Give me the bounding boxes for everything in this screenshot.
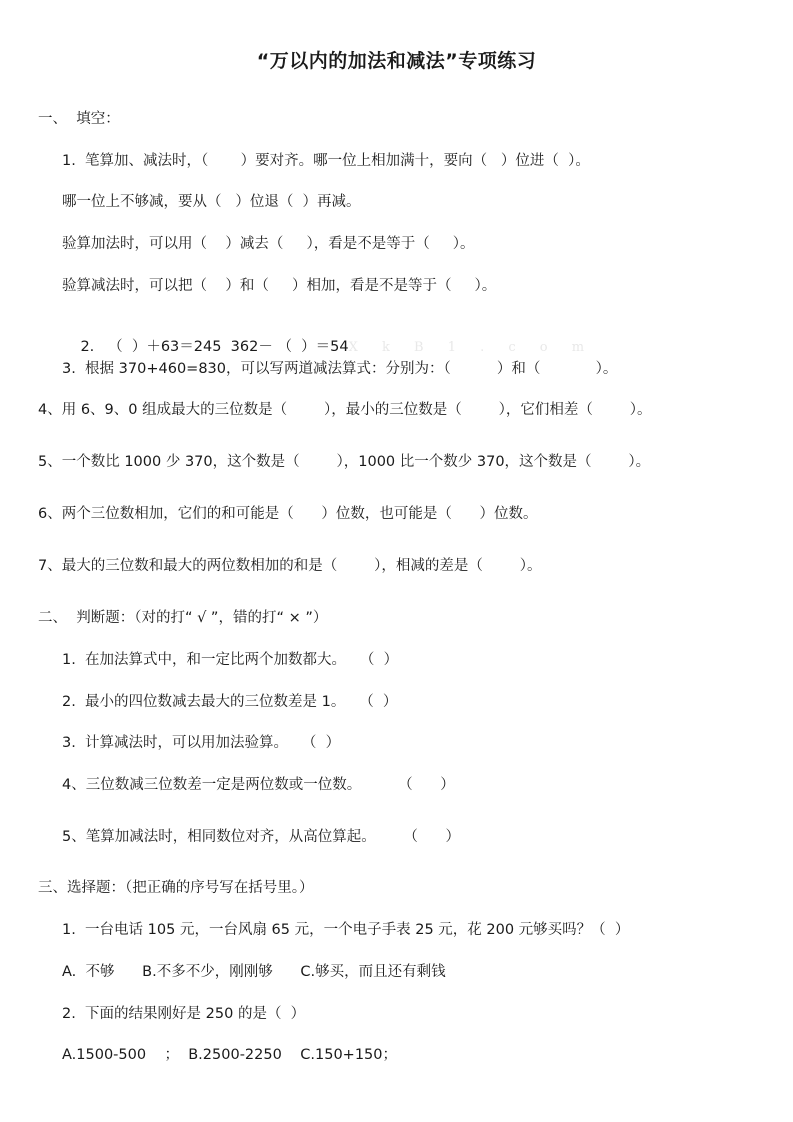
tf-item-2: 2. 最小的四位数减去最大的三位数差是 1。 （ ） <box>62 694 398 710</box>
fill-q6: 6、两个三位数相加，它们的和可能是（ ）位数，也可能是（ ）位数。 <box>38 506 538 522</box>
choice-q2-options: A.1500-500 ； B.2500-2250 C.150+150； <box>62 1047 398 1063</box>
fill-q1-line1: 1. 笔算加、减法时，（ ）要对齐。哪一位上相加满十，要向（ ）位进（ ）。 <box>62 153 590 169</box>
fill-q2-text: 2. （ ）＋63＝245 362－ （ ）＝54 <box>80 339 349 355</box>
choice-q1: 1. 一台电话 105 元，一台风扇 65 元，一个电子手表 25 元，花 200 元够买吗？（ ） <box>62 922 630 938</box>
choice-q2: 2. 下面的结果刚好是 250 的是（ ） <box>62 1006 306 1022</box>
fill-q3: 3. 根据 370+460=830，可以写两道减法算式：分别为：（ ）和（ ）。 <box>62 361 618 377</box>
fill-q4: 4、用 6、9、0 组成最大的三位数是（ ），最小的三位数是（ ），它们相差（ ）。 <box>38 402 652 418</box>
fill-q1-line2: 哪一位上不够减，要从（ ）位退（ ）再减。 <box>62 194 361 210</box>
page-title: “万以内的加法和减法”专项练习 <box>256 50 537 72</box>
fill-q7: 7、最大的三位数和最大的两位数相加的和是（ ），相减的差是（ ）。 <box>38 558 542 574</box>
tf-item-3: 3. 计算减法时，可以用加法验算。 （ ） <box>62 735 341 751</box>
tf-item-1: 1. 在加法算式中，和一定比两个加数都大。 （ ） <box>62 652 399 668</box>
section-fill-blank-heading: 一、 填空： <box>38 111 120 127</box>
fill-q1-line4: 验算减法时，可以把（ ）和（ ）相加，看是不是等于（ ）。 <box>62 278 497 294</box>
tf-item-5: 5、笔算加减法时，相同数位对齐，从高位算起。 （ ） <box>62 829 461 845</box>
tf-item-4: 4、三位数减三位数差一定是两位数或一位数。 （ ） <box>62 777 455 793</box>
section-choice-heading: 三、选择题：（把正确的序号写在括号里。） <box>38 880 314 896</box>
fill-q5: 5、一个数比 1000 少 370，这个数是（ ），1000 比一个数少 370，这个数是（ ）。 <box>38 454 651 470</box>
section-true-false-heading: 二、 判断题：（对的打“ √ ”，错的打“ × ”） <box>38 610 328 626</box>
fill-q1-line3: 验算加法时，可以用（ ）减去（ ），看是不是等于（ ）。 <box>62 236 475 252</box>
watermark: X k B 1 . c o m <box>348 340 595 355</box>
choice-q1-options: A. 不够 B.不多不少，刚刚够 C.够买，而且还有剩钱 <box>62 964 446 980</box>
